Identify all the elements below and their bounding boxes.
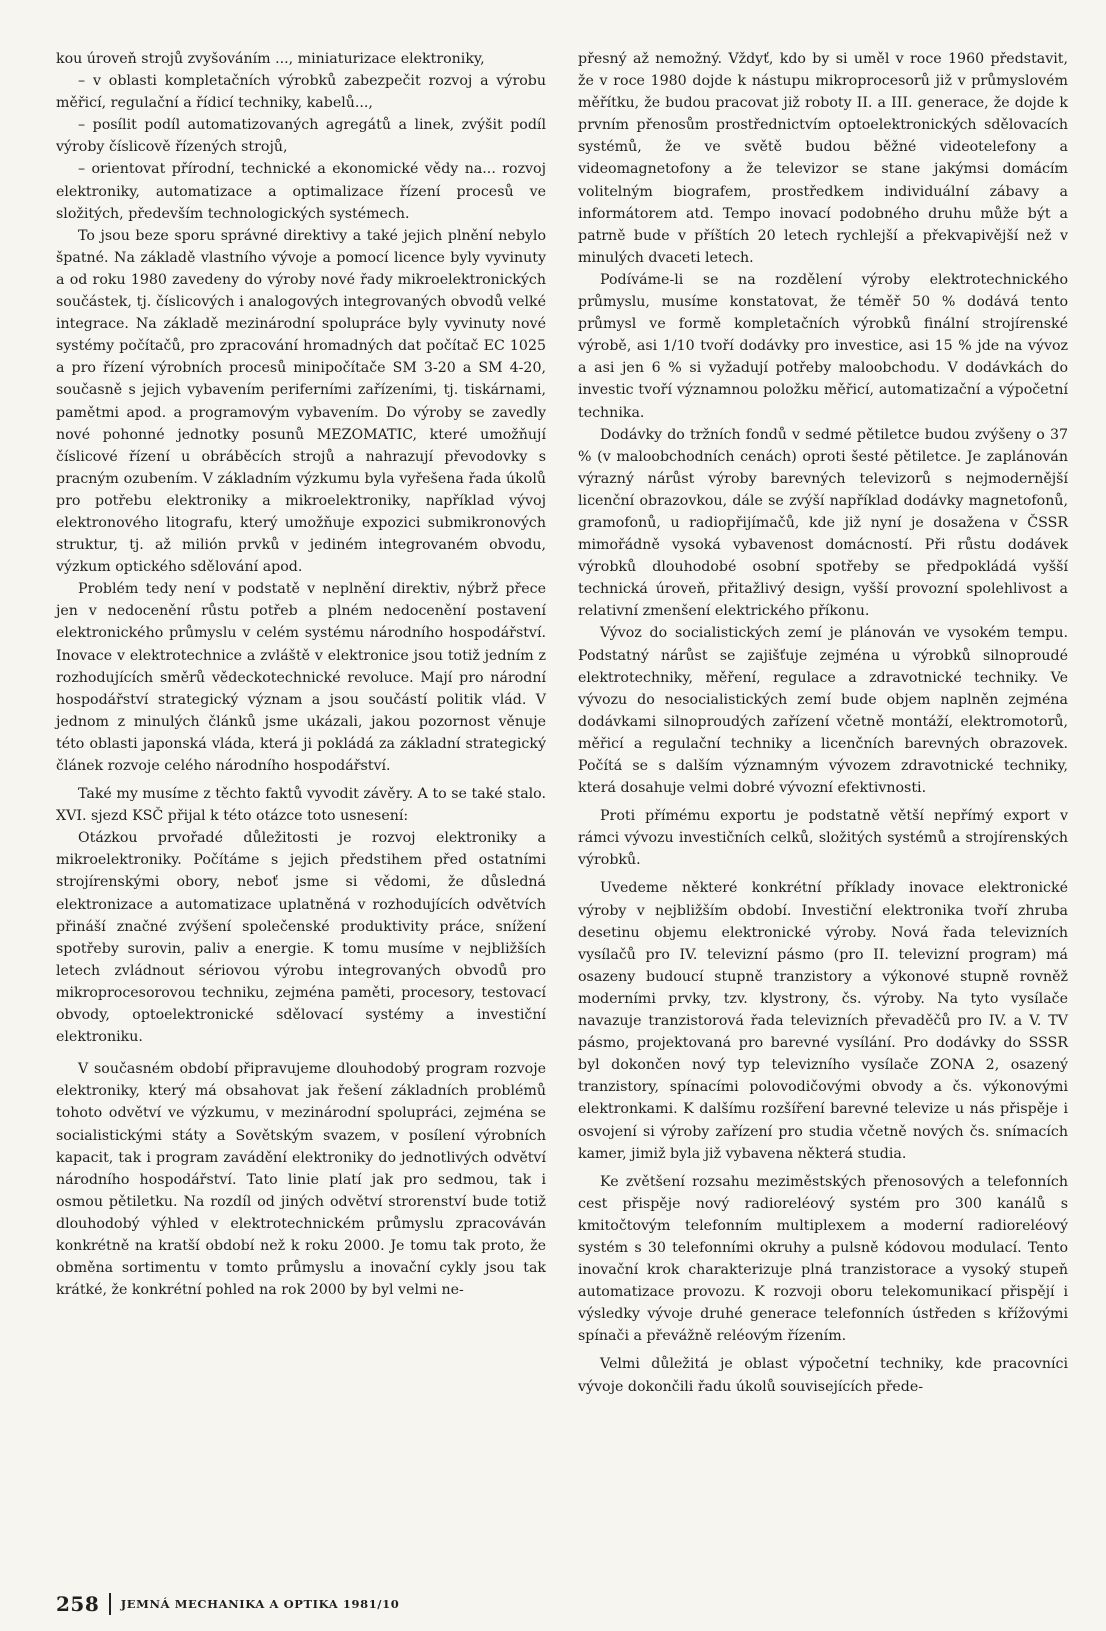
paragraph: Dodávky do tržních fondů v sedmé pětiletce budou zvýšeny o 37 % (v maloobchodních cenách) oproti šesté pětiletce. Je zaplánován výrazný nárůst výroby barevných televizorů s nejmodernější licenční obrazovkou, dále se zvýší například dodávky magnetofonů, gramofonů, u radiopřijímačů, kde již nyní je dosažena v ČSSR mimořádně vysoká vybavenost domácností. Při růstu dodávek výrobků dlouhodobé osobní spotřeby se předpokládá vyšší technická úroveň, přitažlivý design, vyšší provozní spolehlivost a relativní zmenšení elektrického příkonu. <box>578 426 1068 620</box>
paragraph: V současném období připravujeme dlouhodobý program rozvoje elektroniky, který má obsahovat jak řešení základních problémů tohoto odvětví ve výzkumu, v mezinárodní spolupráci, zejména se socialistickými státy a Sovětským svazem, v posílení výrobních kapacit, tak i program zavádění elektroniky do jednotlivých odvětví národního hospodářství. Tato linie platí jak pro sedmou, tak i osmou pětiletku. Na rozdíl od jiných odvětví strorenství bude totiž dlouhodobý výhled v elektrotechnickém průmyslu zpracováván konkrétně na kratší období než k roku 2000. Je tomu tak proto, že obměna sortimentu v tomto průmyslu a inovační cykly jsou tak krátké, že konkrétní pohled na rok 2000 by byl velmi ne- <box>56 1061 546 1299</box>
journal-title: JEMNÁ MECHANIKA A OPTIKA 1981/10 <box>120 1597 400 1611</box>
paragraph: Také my musíme z těchto faktů vyvodit závěry. A to se také stalo. XVI. sjezd KSČ přijal k této otázce toto usnesení: <box>56 786 546 825</box>
paragraph: Ke zvětšení rozsahu meziměstských přenosových a telefonních cest přispěje nový radioreléový systém pro 300 kanálů s kmitočtovým telefonním multiplexem a moderní radioreléový systém s 30 telefonními okruhy a pulsně kódovou modulací. Tento inovační krok charakterizuje plná tranzistorace a vysoký stupeň automatizace provozu. K rozvoji oboru telekomunikací přispějí i výsledky vývoje druhé generace telefonních ústředen s křížovými spínači a převážně reléovým řízením. <box>578 1173 1068 1345</box>
right-column <box>578 48 1068 1398</box>
page-number: 258 <box>56 1592 100 1616</box>
paragraph: kou úroveň strojů zvyšováním ..., miniaturizace elektroniky, <box>56 51 485 67</box>
list-item: – orientovat přírodní, technické a ekonomické vědy na... rozvoj elektroniky, automatizace a optimalizace řízení procesů ve složitých, především technologických systémech. <box>56 161 546 222</box>
list-item: – posílit podíl automatizovaných agregátů a linek, zvýšit podíl výroby číslicově řízených strojů, <box>56 117 546 156</box>
paragraph: Vývoz do socialistických zemí je plánován ve vysokém tempu. Podstatný nárůst se zajišťuje zejména u výrobků silnoproudé elektrotechniky, měření, regulace a zdravotnické techniky. Ve vývozu do nesocialistických zemí bude objem naplněn zejména dodávkami silnoproudých zařízení včetně montáží, elektromotorů, měřicí a regulační techniky a licenčních barevných obrazovek. Počítá se s dalším významným vývozem zdravotnické techniky, která dosahuje velmi dobré vývozní efektivnosti. <box>578 625 1068 797</box>
paragraph: Problém tedy není v podstatě v neplnění direktiv, nýbrž přece jen v nedocenění růstu potřeb a plném nedocenění postavení elektronického průmyslu v celém systému národního hospodářství. Inovace v elektrotechnice a zvláště v elektronice jsou totiž jedním z rozhodujících směrů vědeckotechnické revoluce. Mají pro národní hospodářství strategický význam a jsou součástí politik vlád. V jednom z minulých článků jsme ukázali, jakou pozornost věnuje této oblasti japonská vláda, která ji pokládá za základní strategický článek rozvoje celého národního hospodářství. <box>56 581 546 774</box>
paragraph: Proti přímému exportu je podstatně větší nepřímý export v rámci vývozu investičních celků, složitých systémů a strojírenských výrobků. <box>578 808 1068 869</box>
footer-divider <box>109 1593 111 1615</box>
quoted-resolution: Otázkou prvořadé důležitosti je rozvoj elektroniky a mikroelektroniky. Počítáme s jejich předstihem před ostatními strojírenskými obory, neboť jsme si vědomi, že důsledná elektronizace a automatizace uplatněná v rozhodujících odvětvích přináší značné zvýšení společenské produktivity práce, snížení spotřeby surovin, paliv a energie. K tomu musíme v nejbližších letech zvládnout sériovou výrobu integrovaných obvodů pro mikroprocesorovou techniku, zejména paměti, procesory, testovací obvody, optoelektronické sdělovací systémy a investiční elektroniku. <box>56 830 546 1046</box>
paragraph: Podíváme-li se na rozdělení výroby elektrotechnického průmyslu, musíme konstatovat, že téměř 50 % dodává tento průmysl ve formě kompletačních výrobků finální strojírenské výrobě, asi 1/10 tvoří dodávky pro investice, asi 15 % jde na vývoz a asi jen 6 % si vyžadují potřeby maloobchodu. V dodávkách do investic tvoří významnou položku měřicí, automatizační a výpočetní technika. <box>578 271 1068 421</box>
paragraph: To jsou beze sporu správné direktivy a také jejich plnění nebylo špatné. Na základě vlastního vývoje a pomocí licence byly vyvinuty a od roku 1980 zavedeny do výroby nové řady mikroelektronických součástek, tj. číslicových i analogových integrovaných obvodů velké integrace. Na základě mezinárodní spolupráce byly vyvinuty nové systémy počítačů, pro zpracování hromadných dat počítač EC 1025 a pro řízení výrobních procesů minipočítače SM 3-20 a SM 4-20, současně s jejich vybavením periferními zařízeními, tj. tiskárnami, pamětmi apod. a programovým vybavením. Do výroby se zavedly nové pohonné jednotky posunů MEZOMATIC, které umožňují číslicové řízení u obráběcích strojů a nahrazují převodovky s pracným ozubením. V základním výzkumu byla vyřešena řada úkolů pro potřebu elektroniky a mikroelektroniky, například vývoj elektronového litografu, který umožňuje expozici submikronových struktur, tj. až milión prvků v jediném integrovaném obvodu, výzkum optického sdělování apod. <box>56 227 546 576</box>
list-item: – v oblasti kompletačních výrobků zabezpečit rozvoj a výrobu měřicí, regulační a řídicí techniky, kabelů..., <box>56 73 546 112</box>
left-column <box>56 48 546 1301</box>
paragraph: přesný až nemožný. Vždyť, kdo by si uměl v roce 1960 představit, že v roce 1980 dojde k nástupu mikroprocesorů již v průmyslovém měřítku, že budou pracovat již roboty II. a III. generace, že dojde k prvním přenosům prostřednictvím optoelektronických sdělovacích systémů, že ve světě budou běžné videotelefony a videomagnetofony a že televizor se stane jakýmsi domácím volitelným biografem, prostředkem individuální zábavy a informátorem atd. Tempo inovací podobného druhu může být a patrně bude v příštích 20 letech rychlejší a překvapivější než v minulých dvaceti letech. <box>578 51 1068 266</box>
paragraph: Uvedeme některé konkrétní příklady inovace elektronické výroby v nejbližším období. Investiční elektronika tvoří zhruba desetinu objemu elektronické výroby. Nová řada televizních vysílačů pro IV. televizní pásmo (pro II. televizní program) má osazeny budoucí stupně tranzistory a výkonové stupně rovněž moderními prvky, tzv. klystrony, čs. výroby. Na tyto vysílače navazuje tranzistorová řada televizních převaděčů pro IV. a V. TV pásmo, projektovaná pro barevné vysílání. Pro dodávky do SSSR byl dokončen nový typ televizního vysílače ZONA 2, osazený tranzistory, spínacími polovodičovými obvody a čs. výkonovými elektronkami. K dalšímu rozšíření barevné televize u nás přispěje i osvojení si výroby zařízení pro studia včetně nových čs. snímacích kamer, jimiž byla již vybavena některá studia. <box>578 880 1068 1162</box>
paragraph: Velmi důležitá je oblast výpočetní techniky, kde pracovníci vývoje dokončili řadu úkolů souvisejících přede- <box>578 1356 1068 1395</box>
page-footer <box>56 1592 399 1616</box>
